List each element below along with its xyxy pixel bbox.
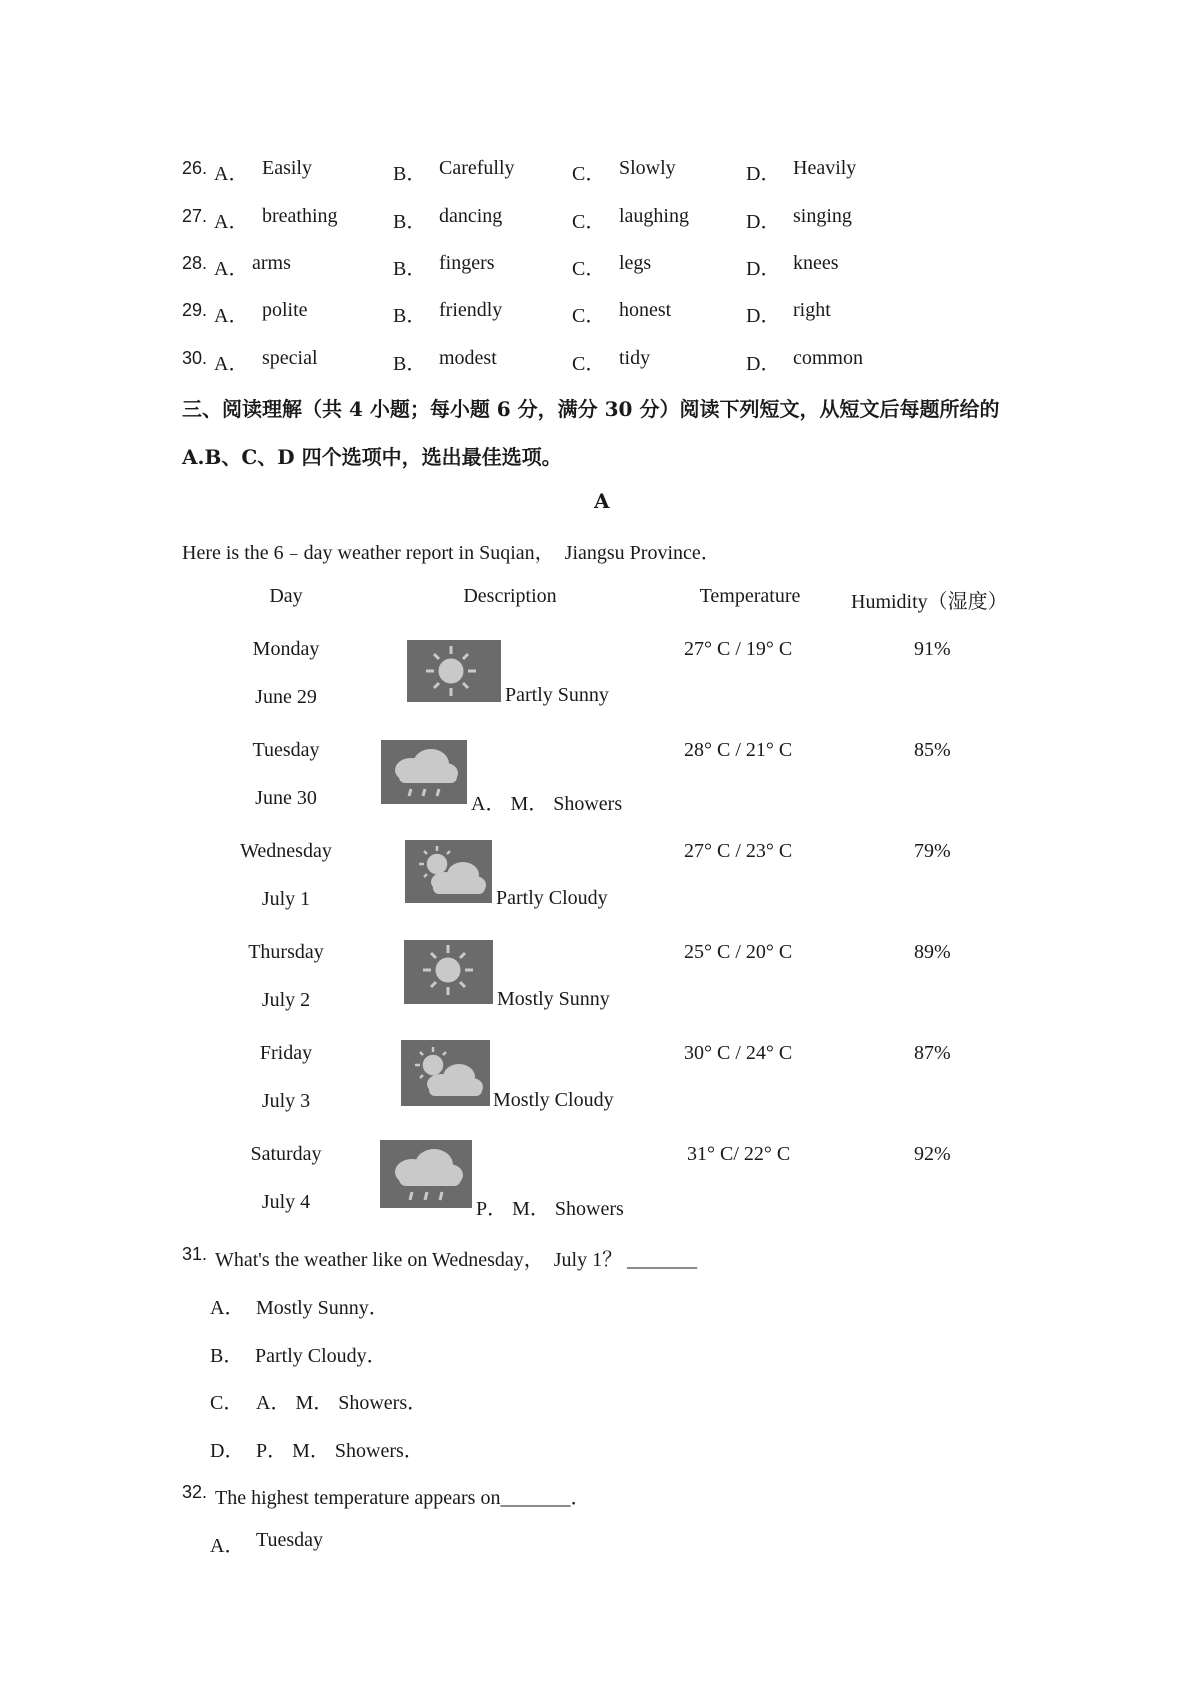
sun-icon [404, 940, 493, 1004]
option-letter-b: B． [393, 211, 427, 233]
temperature-range: 30° C / 24° C [684, 1042, 793, 1064]
sun-cloud-icon [405, 840, 492, 903]
option-letter[interactable]: B． [210, 1345, 244, 1367]
humidity-value: 79% [914, 840, 951, 862]
option-text[interactable]: P． M． Showers． [256, 1440, 424, 1462]
option-text-a: arms [252, 252, 291, 274]
weather-description: A． M． Showers [471, 793, 623, 815]
option-text[interactable]: A． M． Showers． [256, 1392, 428, 1414]
option-letter[interactable]: A． [210, 1535, 245, 1557]
header-temperature: Temperature [699, 585, 801, 607]
header-description: Description [463, 585, 557, 607]
question-number: 31. [182, 1244, 208, 1264]
option-text-a: Easily [262, 157, 312, 179]
option-letter-b: B． [393, 258, 427, 280]
day-date: July 2 [261, 989, 311, 1011]
option-letter-b: B． [393, 305, 427, 327]
weather-description: Partly Sunny [505, 684, 609, 706]
option-text-a: breathing [262, 205, 338, 227]
day-name: Tuesday [252, 739, 320, 761]
option-letter-d: D． [746, 211, 781, 233]
option-letter-a: A． [214, 305, 249, 327]
option-text-c: Slowly [619, 157, 676, 179]
option-text-b: dancing [439, 205, 503, 227]
option-letter-a: A． [214, 258, 249, 280]
option-text-c: legs [619, 252, 652, 274]
option-letter[interactable]: A． [210, 1297, 245, 1319]
option-letter-a: A． [214, 211, 249, 233]
option-text-b: modest [439, 347, 497, 369]
question-text: The highest temperature appears on_______． [215, 1487, 591, 1509]
rain-cloud-icon [381, 740, 467, 804]
temperature-range: 31° C/ 22° C [687, 1143, 791, 1165]
option-text-c: honest [619, 299, 672, 321]
day-name: Wednesday [240, 840, 332, 862]
passage-label: A [594, 489, 610, 513]
humidity-value: 92% [914, 1143, 951, 1165]
temperature-range: 25° C / 20° C [684, 941, 793, 963]
option-letter-a: A． [214, 353, 249, 375]
question-number: 26. [182, 158, 208, 178]
option-text-c: tidy [619, 347, 651, 369]
temperature-range: 27° C / 23° C [684, 840, 793, 862]
day-name: Thursday [248, 941, 324, 963]
day-name: Friday [259, 1042, 313, 1064]
option-letter-c: C． [572, 258, 606, 280]
option-text-a: polite [262, 299, 308, 321]
option-text-d: common [793, 347, 863, 369]
question-number: 29. [182, 300, 208, 320]
option-text-d: right [793, 299, 831, 321]
option-letter-a: A． [214, 163, 249, 185]
option-text-b: fingers [439, 252, 495, 274]
option-text-d: knees [793, 252, 839, 274]
temperature-range: 27° C / 19° C [684, 638, 793, 660]
question-text: What's the weather like on Wednesday， July 1？ _______ [215, 1249, 698, 1271]
option-letter-d: D． [746, 163, 781, 185]
day-name: Monday [252, 638, 320, 660]
humidity-value: 91% [914, 638, 951, 660]
option-letter[interactable]: D． [210, 1440, 245, 1462]
option-text-a: special [262, 347, 318, 369]
humidity-value: 85% [914, 739, 951, 761]
weather-description: P． M． Showers [476, 1198, 624, 1220]
day-name: Saturday [250, 1143, 322, 1165]
option-letter-c: C． [572, 211, 606, 233]
option-text-d: Heavily [793, 157, 857, 179]
option-letter-c: C． [572, 353, 606, 375]
passage-intro: Here is the 6﹣day weather report in Suqian， Jiangsu Province． [182, 542, 721, 564]
rain-cloud-icon [380, 1140, 472, 1208]
day-date: July 3 [261, 1090, 311, 1112]
humidity-value: 87% [914, 1042, 951, 1064]
day-date: June 29 [255, 686, 317, 708]
humidity-value: 89% [914, 941, 951, 963]
question-number: 32. [182, 1482, 208, 1502]
option-letter-c: C． [572, 163, 606, 185]
header-humidity: Humidity（湿度） [851, 591, 1008, 613]
sun-cloud-icon [401, 1040, 490, 1106]
day-date: July 1 [261, 888, 311, 910]
option-letter-c: C． [572, 305, 606, 327]
option-text-d: singing [793, 205, 852, 227]
question-number: 27. [182, 206, 208, 226]
option-text-b: Carefully [439, 157, 515, 179]
weather-description: Mostly Cloudy [493, 1089, 614, 1111]
option-letter-d: D． [746, 353, 781, 375]
option-letter-d: D． [746, 305, 781, 327]
question-number: 28. [182, 253, 208, 273]
option-letter-b: B． [393, 353, 427, 375]
weather-description: Mostly Sunny [497, 988, 610, 1010]
section-heading: 三、阅读理解（共 4 小题；每小题 6 分，满分 30 分）阅读下列短文，从短文后每题所给的 [182, 397, 1000, 421]
day-date: July 4 [261, 1191, 311, 1213]
question-number: 30. [182, 348, 208, 368]
option-letter-b: B． [393, 163, 427, 185]
option-text[interactable]: Tuesday [256, 1529, 324, 1551]
option-text-b: friendly [439, 299, 503, 321]
option-letter-d: D． [746, 258, 781, 280]
day-date: June 30 [255, 787, 317, 809]
option-text[interactable]: Partly Cloudy． [255, 1345, 387, 1367]
header-day: Day [269, 585, 303, 607]
option-letter[interactable]: C． [210, 1392, 244, 1414]
weather-description: Partly Cloudy [496, 887, 608, 909]
section-heading-continued: A.B、C、D 四个选项中，选出最佳选项。 [182, 445, 562, 469]
option-text[interactable]: Mostly Sunny． [256, 1297, 389, 1319]
temperature-range: 28° C / 21° C [684, 739, 793, 761]
sun-icon [407, 640, 501, 702]
option-text-c: laughing [619, 205, 689, 227]
